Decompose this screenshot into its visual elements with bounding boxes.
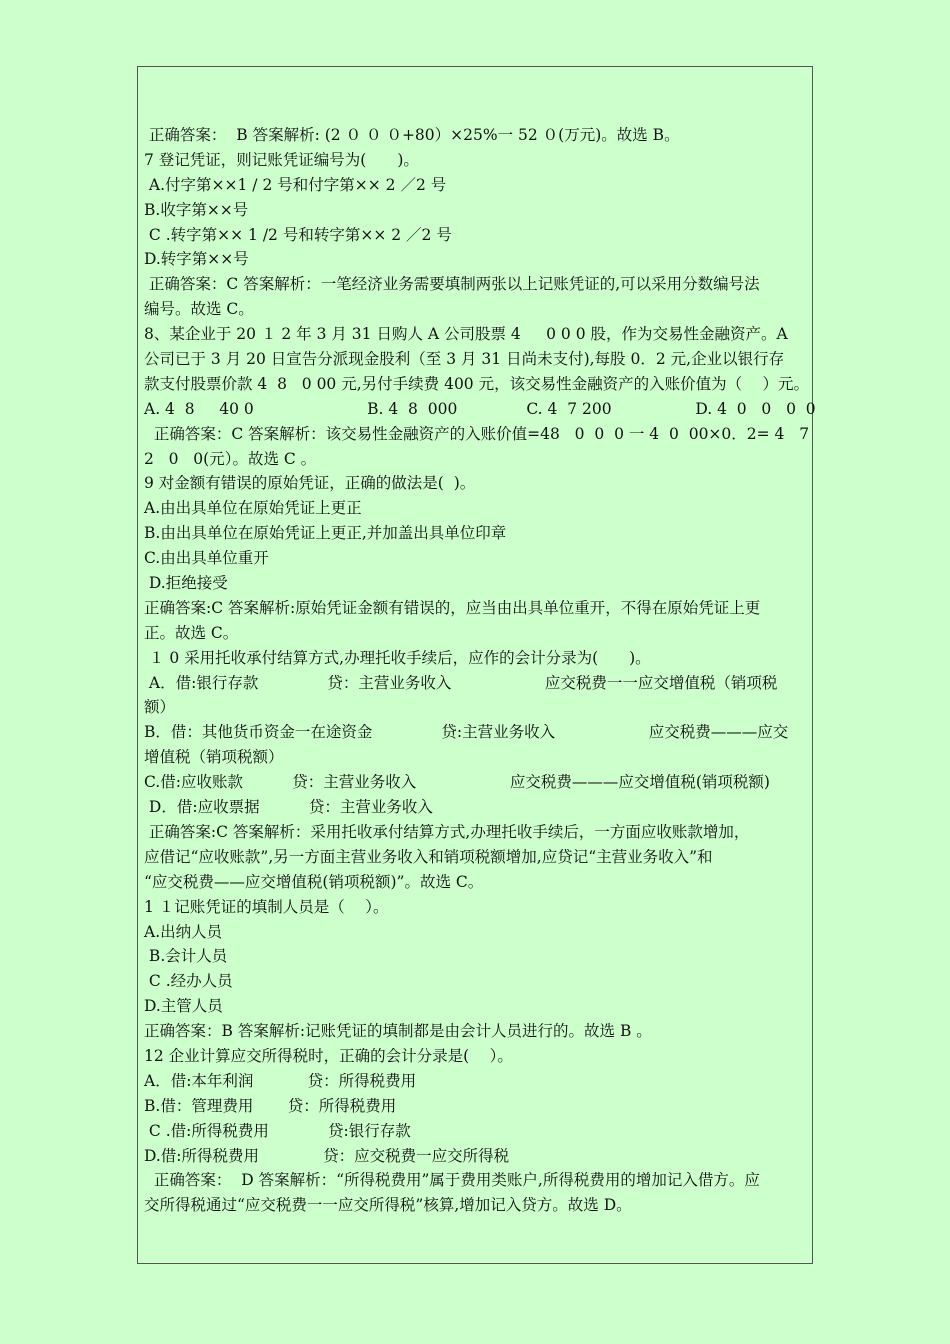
- question-8-cont: 公司已于 3 月 20 日宣告分派现金股利（至 3 月 31 日尚未支付),每股 0．2 元,企业以银行存: [144, 350, 785, 369]
- answer-11: 正确答案：B 答案解析:记账凭证的填制都是由会计人员进行的。故选 B 。: [144, 1022, 652, 1041]
- option-11c: C .经办人员: [144, 972, 233, 991]
- option-11a: A.出纳人员: [144, 922, 223, 941]
- option-7c: C .转字第×× 1 /2 号和转字第×× 2 ／2 号: [144, 225, 452, 244]
- option-10a-cont: 额）: [144, 698, 176, 717]
- option-11d: D.主管人员: [144, 997, 223, 1016]
- question-9: 9 对金额有错误的原始凭证，正确的做法是( )。: [144, 474, 476, 493]
- answer-7: 正确答案：C 答案解析：一笔经济业务需要填制两张以上记账凭证的,可以采用分数编号法: [144, 275, 760, 294]
- option-10b-cont: 增值税（销项税额）: [144, 748, 284, 767]
- answer-9: 正确答案:C 答案解析:原始凭证金额有错误的，应当由出具单位重开，不得在原始凭证上更: [144, 598, 761, 617]
- question-10: １ 0 采用托收承付结算方式,办理托收手续后，应作的会计分录为( )。: [144, 648, 651, 667]
- option-10c: C.借:应收账款 贷：主营业务收入 应交税费———应交增值税(销项税额): [144, 773, 770, 792]
- question-8: 8、某企业于 20 １ 2 年 3 月 31 日购人 A 公司股票 4 0 0 0 股，作为交易性金融资产。A: [144, 325, 788, 344]
- option-12a: A．借:本年利润 贷：所得税费用: [144, 1071, 417, 1090]
- answer-7-cont: 编号。故选 C。: [144, 300, 254, 319]
- answer-10-cont2: “应交税费——应交增值税(销项税额)”。故选 C。: [144, 872, 484, 891]
- answer-10: 正确答案:C 答案解析：采用托收承付结算方式,办理托收手续后，一方面应收账款增加，: [144, 822, 750, 841]
- option-9c: C.由出具单位重开: [144, 549, 269, 568]
- question-12: 12 企业计算应交所得税时，正确的会计分录是( ）。: [144, 1046, 513, 1065]
- option-12b: B.借：管理费用 贷：所得税费用: [144, 1096, 397, 1115]
- option-10d: D．借:应收票据 贷：主营业务收入: [144, 798, 433, 817]
- option-12c: C .借:所得税费用 贷:银行存款: [144, 1121, 411, 1140]
- option-7d: D.转字第××号: [144, 250, 249, 269]
- options-8: A. 4 8 40 0 B. 4 8 000 C. 4 7 200 D. 4 0 0 0 0: [144, 399, 816, 418]
- answer-8: 正确答案：C 答案解析：该交易性金融资产的入账价值=48 0 0 0 一 4 0 00×0．2= 4 7: [144, 424, 810, 443]
- option-9a: A.由出具单位在原始凭证上更正: [144, 499, 362, 518]
- option-7a: A.付字第××1 / 2 号和付字第×× 2 ／2 号: [144, 175, 447, 194]
- question-11: 1 １记账凭证的填制人员是（ ）。: [144, 897, 389, 916]
- option-10a: A．借:银行存款 贷：主营业务收入 应交税费一一应交增值税（销项税: [144, 673, 778, 692]
- option-11b: B.会计人员: [144, 947, 228, 966]
- option-9b: B.由出具单位在原始凭证上更正,并加盖出具单位印章: [144, 524, 507, 543]
- question-8-cont2: 款支付股票价款 4 8 0 00 元,另付手续费 400 元，该交易性金融资产的入账价值为（ ）元。: [144, 374, 810, 393]
- answer-10-cont: 应借记“应收账款”,另一方面主营业务收入和销项税额增加,应贷记“主营业务收入”和: [144, 847, 713, 866]
- question-7: 7 登记凭证，则记账凭证编号为( )。: [144, 150, 419, 169]
- option-10b: B．借：其他货币资金一在途资金 贷:主营业务收入 应交税费———应交: [144, 723, 789, 742]
- option-7b: B.收字第××号: [144, 200, 249, 219]
- answer-12-cont: 交所得税通过“应交税费一一应交所得税”核算,增加记入贷方。故选 D。: [144, 1196, 632, 1215]
- option-9d: D.拒绝接受: [144, 574, 228, 593]
- answer-12: 正确答案： D 答案解析：“所得税费用”属于费用类账户,所得税费用的增加记入借方。应: [144, 1171, 760, 1190]
- option-12d: D.借:所得税费用 贷：应交税费一应交所得税: [144, 1146, 510, 1165]
- answer-8-cont: 2 0 0(元）。故选 C 。: [144, 449, 317, 468]
- answer-9-cont: 正。故选 C。: [144, 623, 239, 642]
- answer-6: 正确答案： B 答案解析: (2 ０ ０ ０+80）×25%一 52 ０(万元)。故选 B。: [144, 126, 680, 144]
- document-body: [144, 123, 816, 1218]
